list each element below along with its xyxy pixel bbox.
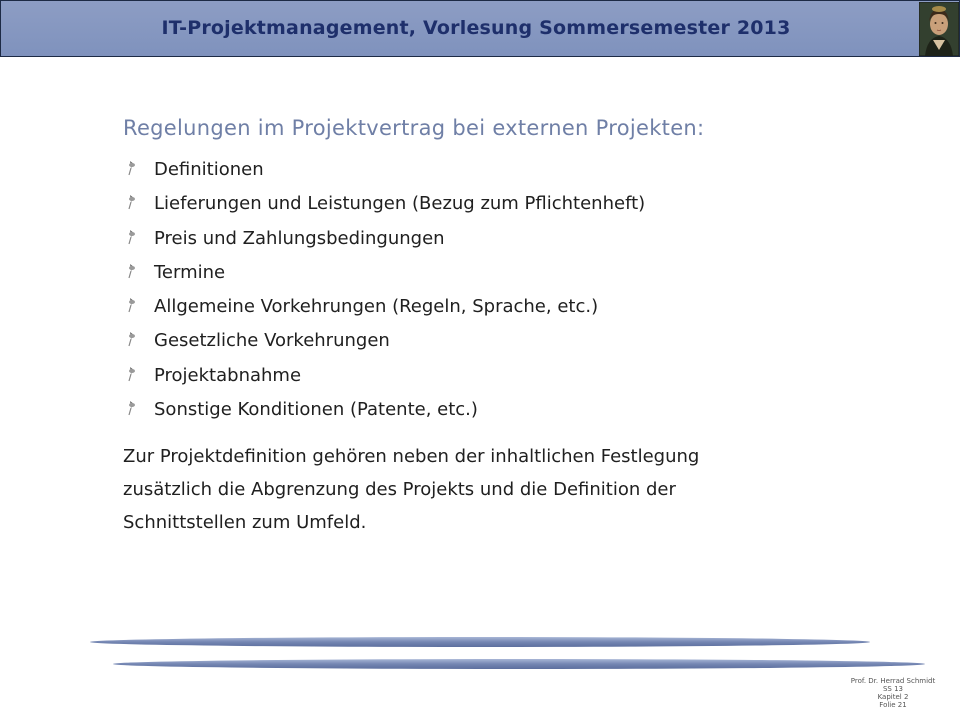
slide-subtitle: Regelungen im Projektvertrag bei externen Projekten: xyxy=(123,116,705,140)
bullet-label: Allgemeine Vorkehrungen (Regeln, Sprache, etc.) xyxy=(154,296,599,317)
footer-author: Prof. Dr. Herrad Schmidt xyxy=(850,677,936,685)
pushpin-bullet-icon xyxy=(125,160,137,178)
paragraph-line: Schnittstellen zum Umfeld. xyxy=(123,512,367,533)
bullet-label: Sonstige Konditionen (Patente, etc.) xyxy=(154,399,478,420)
pushpin-bullet-icon xyxy=(125,194,137,212)
bullet-label: Lieferungen und Leistungen (Bezug zum Pflichtenheft) xyxy=(154,193,646,214)
paragraph-line: zusätzlich die Abgrenzung des Projekts und die Definition der xyxy=(123,479,676,500)
bullet-label: Termine xyxy=(154,262,226,283)
decorative-divider-bottom xyxy=(113,659,925,669)
pushpin-bullet-icon xyxy=(125,366,137,384)
footer-semester: SS 13 xyxy=(882,685,904,693)
pushpin-bullet-icon xyxy=(125,297,137,315)
bullet-label: Gesetzliche Vorkehrungen xyxy=(154,330,390,351)
bullet-label: Definitionen xyxy=(154,159,264,180)
pushpin-bullet-icon xyxy=(125,263,137,281)
body-paragraph xyxy=(123,440,843,539)
decorative-divider-top xyxy=(90,637,870,647)
portrait-image xyxy=(919,2,959,56)
portrait-icon xyxy=(919,2,959,56)
pushpin-bullet-icon xyxy=(125,229,137,247)
paragraph-line: Zur Projektdefinition gehören neben der inhaltlichen Festlegung xyxy=(123,446,700,467)
slide-header xyxy=(0,0,960,57)
footer-chapter: Kapitel 2 xyxy=(877,693,909,701)
pushpin-bullet-icon xyxy=(125,400,137,418)
pushpin-bullet-icon xyxy=(125,331,137,349)
bullet-label: Preis und Zahlungsbedingungen xyxy=(154,228,445,249)
slide-footer xyxy=(838,677,948,709)
footer-slide-number: Folie 21 xyxy=(879,701,907,709)
bullet-label: Projektabnahme xyxy=(154,365,302,386)
slide-header-title: IT-Projektmanagement, Vorlesung Sommersemester 2013 xyxy=(161,17,791,39)
